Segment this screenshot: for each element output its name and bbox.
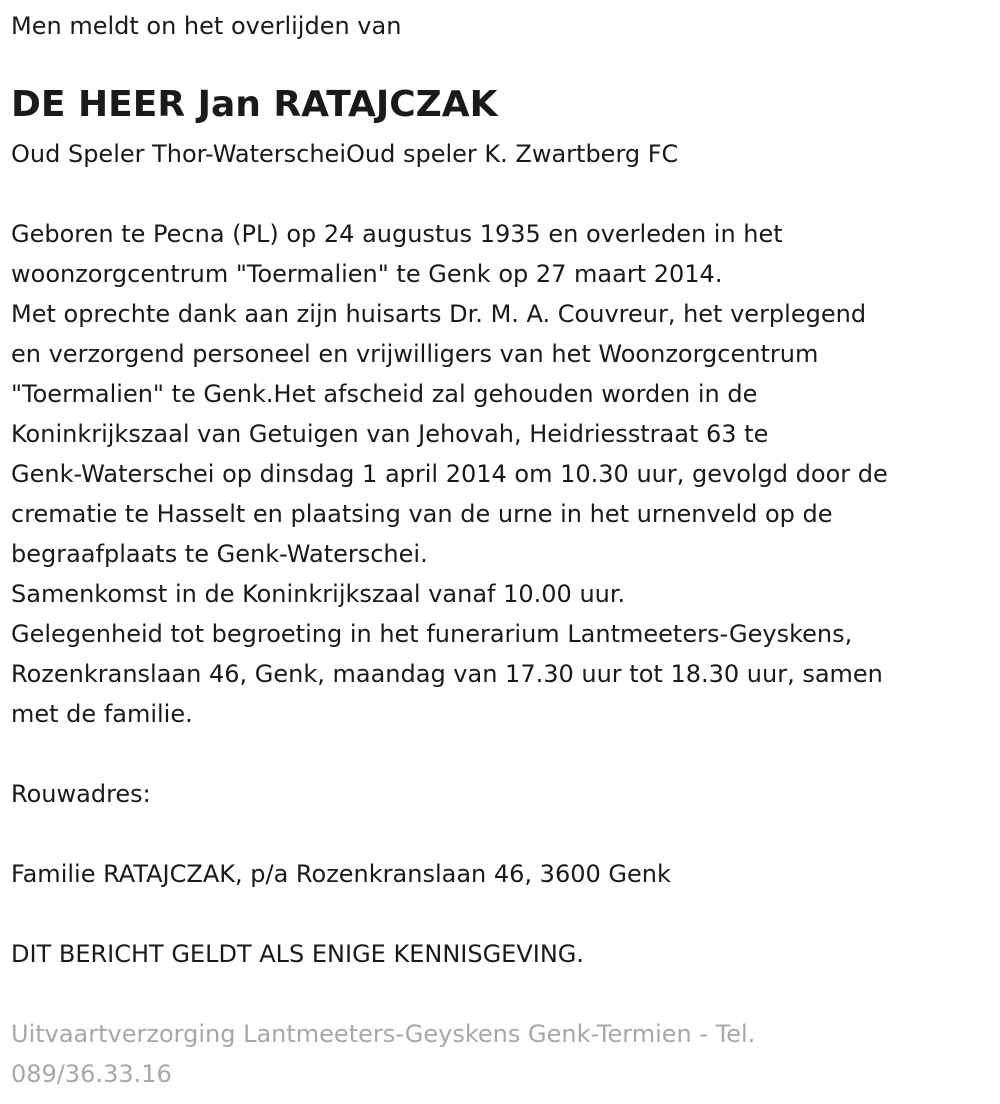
- obituary-body: [11, 214, 888, 734]
- body-line: met de familie.: [11, 700, 193, 728]
- body-line: begraafplaats te Genk-Waterschei.: [11, 540, 428, 568]
- body-line: en verzorgend personeel en vrijwilligers van het Woonzorgcentrum: [11, 340, 819, 368]
- footer-line: 089/36.33.16: [11, 1060, 172, 1088]
- footer-line: Uitvaartverzorging Lantmeeters-Geyskens Genk-Termien - Tel.: [11, 1020, 756, 1048]
- body-line: Geboren te Pecna (PL) op 24 augustus 1935 en overleden in het: [11, 220, 783, 248]
- mourning-address: Familie RATAJCZAK, p/a Rozenkranslaan 46, 3600 Genk: [11, 860, 671, 888]
- deceased-name-heading: DE HEER Jan RATAJCZAK: [11, 84, 498, 125]
- body-line: Gelegenheid tot begroeting in het funerarium Lantmeeters-Geyskens,: [11, 620, 853, 648]
- body-line: crematie te Hasselt en plaatsing van de urne in het urnenveld op de: [11, 500, 833, 528]
- notice-text: DIT BERICHT GELDT ALS ENIGE KENNISGEVING.: [11, 940, 585, 968]
- body-line: woonzorgcentrum "Toermalien" te Genk op 27 maart 2014.: [11, 260, 723, 288]
- body-line: Koninkrijkszaal van Getuigen van Jehovah, Heidriesstraat 63 te: [11, 420, 769, 448]
- body-line: Rozenkranslaan 46, Genk, maandag van 17.30 uur tot 18.30 uur, samen: [11, 660, 883, 688]
- body-line: "Toermalien" te Genk.Het afscheid zal gehouden worden in de: [11, 380, 758, 408]
- body-line: Met oprechte dank aan zijn huisarts Dr. M. A. Couvreur, het verplegend: [11, 300, 867, 328]
- body-line: Samenkomst in de Koninkrijkszaal vanaf 10.00 uur.: [11, 580, 626, 608]
- intro-text: Men meldt on het overlijden van: [11, 12, 402, 40]
- funeral-director-footer: [11, 1014, 755, 1094]
- body-line: Genk-Waterschei op dinsdag 1 april 2014 om 10.30 uur, gevolgd door de: [11, 460, 888, 488]
- deceased-subtitle: Oud Speler Thor-WaterscheiOud speler K. Zwartberg FC: [11, 140, 679, 168]
- mourning-address-label: Rouwadres:: [11, 780, 151, 808]
